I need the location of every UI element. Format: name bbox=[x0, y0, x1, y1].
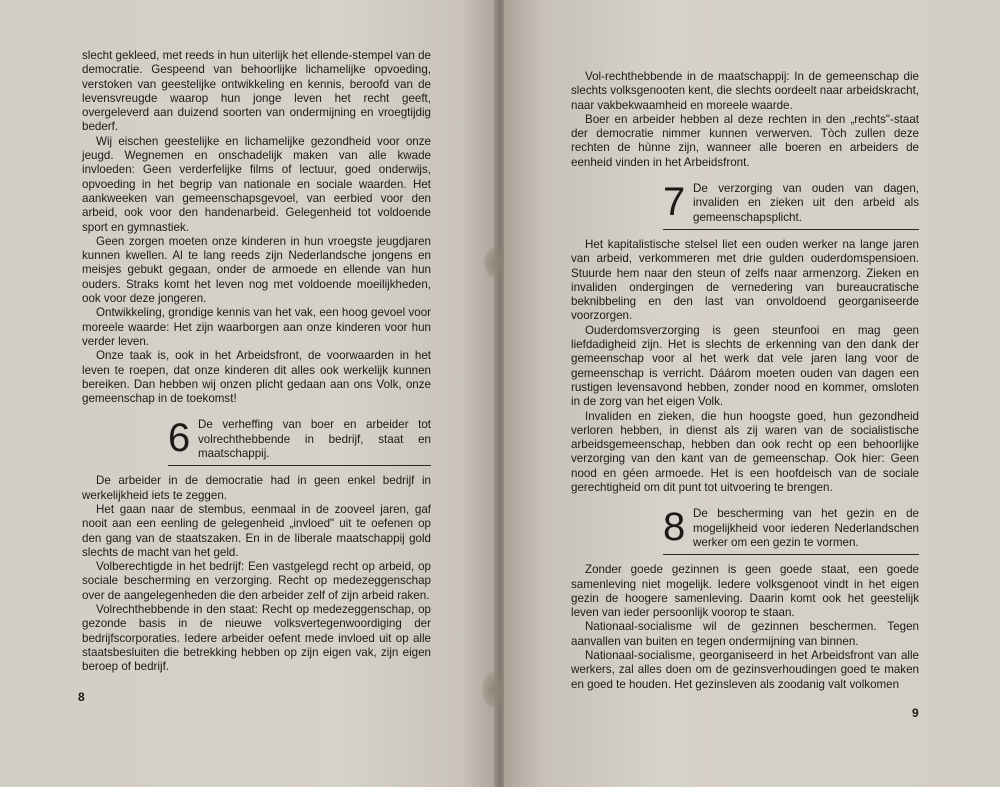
section-7-heading bbox=[663, 182, 919, 230]
paragraph: Volberechtigde in het bedrijf: Een vastgelegd recht op arbeid, op sociale bescherming en verzorging. Recht op medezeggenschap over de aangelegenheden die den arbeider zelf of zijn arbeid raken. bbox=[82, 560, 431, 602]
section-heading-text: De bescherming van het gezin en de mogelijkheid voor iederen Nederlandschen werker om een gezin te vormen. bbox=[693, 507, 919, 549]
paragraph: slecht gekleed, met reeds in hun uiterlijk het ellende-stempel van de democratie. Gespeend van behoorlijke lichamelijke opvoeding, verstoken van geestelijke ontwikkeling en kennis, beroofd van de levensvreugde waarop hun jonge leven het recht geeft, overgeleverd aan duizend soorten van ondermijning en vroegtijdig bederf. bbox=[82, 49, 431, 134]
paper-stain bbox=[482, 672, 506, 708]
paper-stain bbox=[484, 248, 506, 278]
paragraph: Nationaal-socialisme wil de gezinnen beschermen. Tegen aanvallen van buiten en tegen ondermijning van binnen. bbox=[571, 620, 919, 648]
paragraph: Volrechthebbende in den staat: Recht op medezeggenschap, op gezonde basis in de nieuwe volksvertegenwoordiging der bedrijfscorporaties. Iedere arbeider oefent mede invloed uit op alle staatsbesluiten die betrekking hebben op zijn eigen vak, zijn eigen beroep of bedrijf. bbox=[82, 602, 431, 674]
left-text-column bbox=[82, 49, 431, 674]
page-number: 8 bbox=[78, 690, 85, 704]
right-paragraphs-mid bbox=[571, 238, 919, 495]
paragraph: De arbeider in de democratie had in geen enkel bedrijf in werkelijkheid iets te zeggen. bbox=[82, 474, 431, 502]
section-8-heading bbox=[663, 507, 919, 555]
section-number: 8 bbox=[663, 505, 686, 550]
paragraph: Ontwikkeling, grondige kennis van het vak, een hoog gevoel voor moreele waarde: Het zijn waarborgen aan onze kinderen voor hun verder leven. bbox=[82, 306, 431, 348]
section-heading-text: De verheffing van boer en arbeider tot volrechthebbende in bedrijf, staat en maatschappij. bbox=[198, 418, 431, 461]
section-number: 7 bbox=[663, 180, 686, 225]
paragraph: Onze taak is, ook in het Arbeidsfront, de voorwaarden in het leven te roepen, dat onze kinderen dit alles ook werkelijk kunnen bereiken. Dan hebben wij onzen plicht gedaan aan ons Volk, onze gemeenschap in de toekomst! bbox=[82, 349, 431, 406]
right-paragraphs-after bbox=[571, 563, 919, 692]
right-paragraphs-before bbox=[571, 70, 919, 170]
paragraph: Zonder goede gezinnen is geen goede staat, een goede samenleving niet mogelijk. Iedere volksgenoot vindt in het eigen gezin de hoogere samenleving. Daarin komt ook het geestelijk leven van ieder persoonlijk voorop te staan. bbox=[571, 563, 919, 620]
paragraph: Wij eischen geestelijke en lichamelijke gezondheid voor onze jeugd. Wegnemen en onschadelijk maken van alle kwade invloeden: Geen verderfelijke films of lectuur, goed onderwijs, opvoeding in het begrip van nationale en sociale waarden. Het aankweeken van gemeenschapsgevoel, van eerbied voor den arbeid, ook voor den handenarbeid. Gelegenheid tot voldoende sport en gymnastiek. bbox=[82, 134, 431, 234]
paragraph: Het gaan naar de stembus, eenmaal in de zooveel jaren, gaf nooit aan een eenling de gelegenheid „invloed" uit te oefenen op den gang van de staatszaken. En in de liberale maatschappij gold slechts de macht van het geld. bbox=[82, 502, 431, 559]
section-number: 6 bbox=[168, 416, 191, 461]
paragraph: Boer en arbeider hebben al deze rechten in den „rechts"-staat der democratie nimmer kunnen verwerven. Tòch zullen deze rechten de hùnne zijn, wanneer alle boeren en arbeiders de eenheid vinden in het Arbeidsfront. bbox=[571, 112, 919, 169]
section-6-heading bbox=[168, 418, 431, 466]
paragraph: Invaliden en zieken, die hun hoogste goed, hun gezondheid verloren hebben, in dienst als zij waren van de socialistische arbeidsgemeenschap, hebben dan ook recht op een behoorlijke verzorging van den kant van de gemeenschap. Ook hier: Geen nood en géen armoede. Het is een hoofdeisch van de sociale gerechtigheid om dit punt tot uitvoering te brengen. bbox=[571, 409, 919, 495]
left-paragraphs-after bbox=[82, 474, 431, 674]
page-number: 9 bbox=[912, 706, 919, 720]
left-paragraphs-before bbox=[82, 49, 431, 406]
left-page bbox=[0, 0, 496, 787]
paragraph: Ouderdomsverzorging is geen steunfooi en mag geen liefdadigheid zijn. Het is slechts de erkenning van den dank der gemeenschap voor al het werk dat vele jaren lang voor de gemeenschap is verricht. Dáárom moeten ouden van dagen een rustigen levensavond hebben, zonder nood en kommer, omsloten in de zorg van het eigen Volk. bbox=[571, 323, 919, 409]
paragraph: Geen zorgen moeten onze kinderen in hun vroegste jeugdjaren kunnen kwellen. Al te lang reeds zijn Nederlandsche jongens en meisjes gebukt gegaan, onder de armoede en ellende van hun ouders. Straks komt het leven nog met voldoende moeilijkheden, ook voor deze jongeren. bbox=[82, 234, 431, 306]
right-text-column bbox=[571, 70, 919, 692]
paragraph: Nationaal-socialisme, georganiseerd in het Arbeidsfront van alle werkers, zal alles doen om de gezinsverhoudingen goed te maken en goed te houden. Het gezinsleven als zoodanig valt volkomen bbox=[571, 648, 919, 691]
paragraph: Vol-rechthebbende in de maatschappij: In de gemeenschap die slechts volksgenooten kent, die slechts oordeelt naar arbeidskracht, naar vakbekwaamheid en moreele waarde. bbox=[571, 70, 920, 112]
section-heading-text: De verzorging van ouden van dagen, invaliden en zieken uit den arbeid als gemeenschapsplicht. bbox=[693, 182, 919, 224]
paragraph: Het kapitalistische stelsel liet een ouden werker na lange jaren van arbeid, verkommeren met drie gulden ouderdomspensioen. Stuurde hem naar den steun of zelfs naar armenzorg. Zieken en invaliden ondergingen de vernedering van bureaucratische beknibbeling en den last van onvoldoend georganiseerde voorzorgen. bbox=[571, 237, 919, 323]
